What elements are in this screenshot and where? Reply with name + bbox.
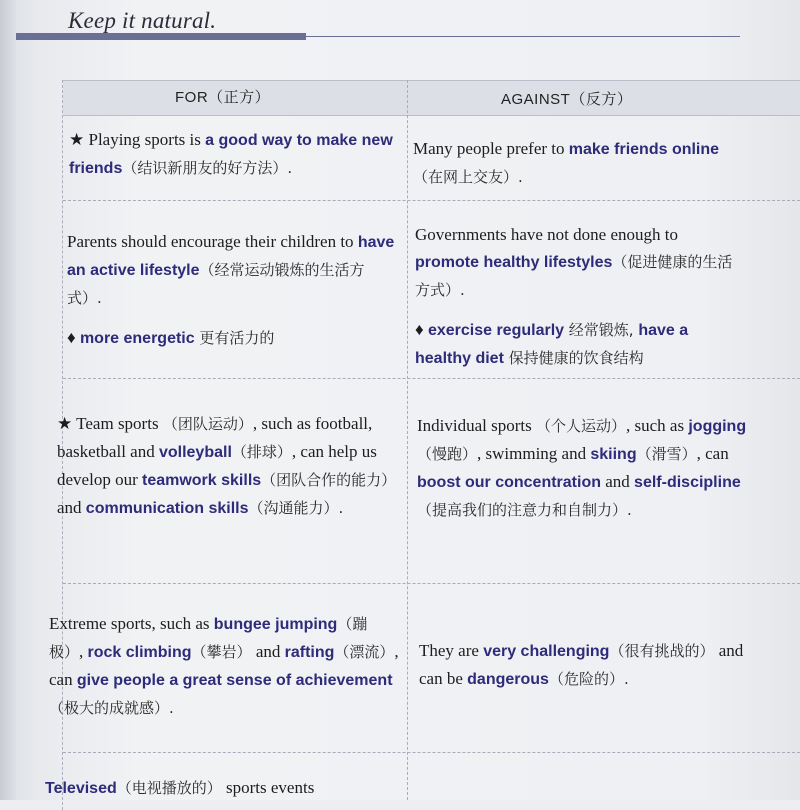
body-text: , such as (626, 416, 689, 435)
chinese-gloss: （在网上交友）. (413, 168, 523, 186)
chinese-gloss: （极大的成就感）. (49, 699, 174, 717)
row-divider (63, 200, 800, 201)
key-phrase: jogging (688, 418, 747, 435)
cell-paragraph (57, 410, 399, 522)
key-phrase: rafting (284, 644, 335, 661)
body-text: , such as football, basketball and (57, 414, 373, 461)
body-text: ♦ (67, 328, 80, 347)
cell-paragraph (415, 221, 745, 304)
chinese-gloss: 保持健康的饮食结构 (503, 349, 644, 367)
chinese-gloss: （蹦极） (49, 615, 368, 661)
key-phrase: dangerous (467, 671, 549, 688)
chinese-gloss: （团队合作的能力） (261, 471, 397, 489)
row-4-against (419, 637, 761, 693)
chinese-gloss: （沟通能力）. (248, 499, 344, 517)
chinese-gloss: 更有活力的 (194, 329, 275, 347)
chinese-gloss: （电视播放的） (116, 779, 222, 797)
key-phrase: make friends online (568, 141, 720, 158)
key-phrase: promote healthy lifestyles (415, 254, 613, 271)
chinese-gloss: （促进健康的生活方式）. (415, 253, 733, 299)
key-phrase: self-discipline (634, 474, 741, 491)
key-phrase: boost our concentration (417, 474, 601, 491)
body-text: Many people prefer to (413, 139, 569, 158)
key-phrase: skiing (590, 446, 637, 463)
column-divider (407, 80, 408, 800)
key-phrase: have an active lifestyle (67, 234, 395, 279)
key-phrase: communication skills (85, 500, 249, 517)
table-header (63, 80, 800, 116)
body-text: ♦ (415, 320, 428, 339)
chinese-gloss: （攀岩） (191, 643, 252, 661)
key-phrase: teamwork skills (141, 472, 262, 489)
header-rule (16, 33, 306, 40)
cell-paragraph (413, 135, 738, 191)
chinese-gloss: 经常锻炼, (564, 321, 639, 339)
key-phrase: volleyball (158, 444, 232, 461)
key-phrase: have a healthy diet (415, 322, 689, 367)
key-phrase: very challenging (483, 643, 610, 660)
body-text: and (57, 498, 86, 517)
row-2-for (67, 228, 399, 352)
row-3-against (417, 412, 755, 524)
cell-paragraph (67, 324, 399, 352)
header-against: AGAINST（反方） (501, 91, 633, 108)
chinese-gloss: （危险的）. (548, 670, 629, 688)
row-4-for (49, 610, 401, 722)
key-phrase: rock climbing (87, 644, 192, 661)
body-text: and can be (419, 641, 744, 688)
key-phrase: bungee jumping (213, 616, 338, 633)
cell-paragraph (415, 316, 745, 372)
cell-paragraph (419, 637, 761, 693)
chinese-gloss: （经常运动锻炼的生活方式）. (67, 261, 365, 307)
cell-paragraph (69, 126, 399, 182)
body-text: , can help us develop our (57, 442, 377, 489)
body-text: , can (49, 642, 399, 689)
chinese-gloss: （提高我们的注意力和自制力）. (417, 501, 632, 519)
row-1-for (69, 126, 399, 182)
cell-paragraph (45, 774, 401, 802)
body-text: Extreme sports, such as (49, 614, 214, 633)
body-text: , can (696, 444, 729, 463)
body-text: , swimming and (477, 444, 591, 463)
row-divider (63, 583, 800, 584)
key-phrase: exercise regularly (427, 322, 565, 339)
row-2-against (415, 221, 745, 372)
key-phrase: more energetic (79, 330, 195, 347)
body-text: and (601, 472, 635, 491)
running-header: Keep it natural. (68, 8, 217, 33)
header-thin-rule (300, 36, 740, 37)
for-against-table (45, 80, 800, 810)
cell-paragraph (67, 228, 399, 312)
body-text: Individual sports (417, 416, 536, 435)
body-text: , (79, 642, 88, 661)
row-divider (63, 378, 800, 379)
chinese-gloss: （结识新朋友的好方法）. (122, 159, 293, 177)
body-text: sports events (221, 778, 315, 797)
key-phrase: Televised (45, 780, 117, 797)
row-5-for (45, 774, 401, 802)
chinese-gloss: （个人运动） (536, 417, 627, 435)
chinese-gloss: （慢跑） (417, 445, 478, 463)
row-divider (63, 752, 800, 753)
chinese-gloss: （排球） (231, 443, 292, 461)
body-text: ★ Playing sports is (69, 130, 206, 149)
row-1-against (413, 135, 738, 191)
body-text: Governments have not done enough to (415, 225, 678, 244)
chinese-gloss: （漂流） (334, 643, 395, 661)
chinese-gloss: （滑雪） (636, 445, 697, 463)
cell-paragraph (49, 610, 401, 722)
chinese-gloss: （很有挑战的） (609, 642, 715, 660)
page-gutter (0, 0, 16, 800)
cell-paragraph (417, 412, 755, 524)
body-text: They are (419, 641, 484, 660)
body-text: and (251, 642, 285, 661)
row-3-for (57, 410, 399, 522)
chinese-gloss: （团队运动） (162, 415, 253, 433)
header-for: FOR（正方） (175, 89, 271, 106)
body-text: ★ Team sports (57, 414, 163, 433)
key-phrase: give people a great sense of achievement (76, 672, 393, 689)
key-phrase: a good way to make new friends (69, 132, 393, 177)
body-text: Parents should encourage their children to (67, 232, 358, 251)
